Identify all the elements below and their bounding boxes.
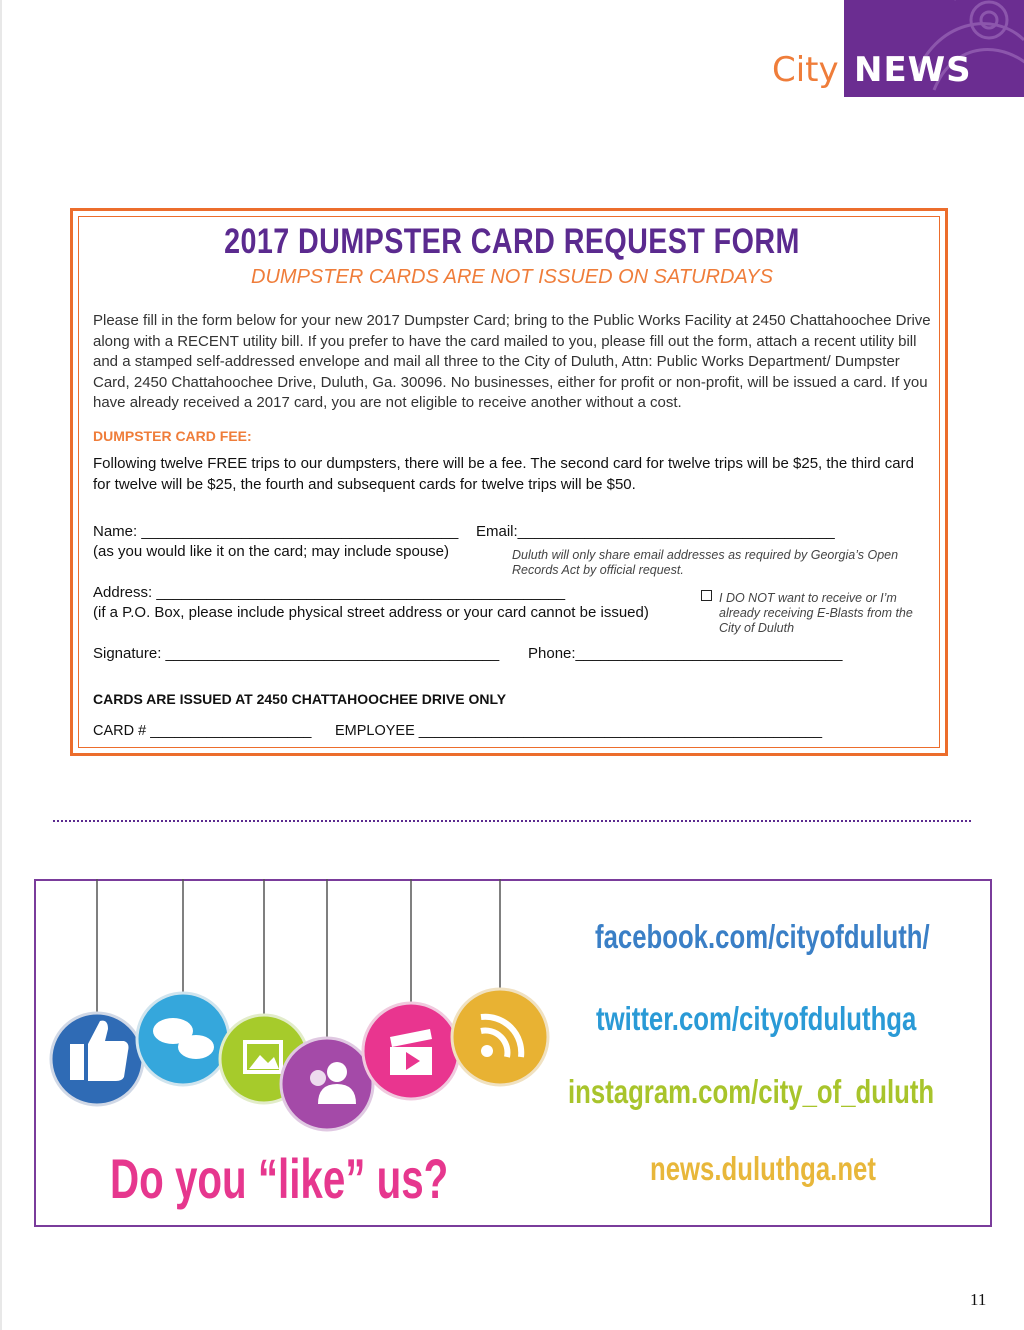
fee-heading: DUMPSTER CARD FEE: [93,428,252,444]
form-title: 2017 DUMPSTER CARD REQUEST FORM [224,222,800,261]
rss-feed-icon [452,989,548,1085]
twitter-link[interactable]: twitter.com/cityofduluthga [596,1000,917,1037]
page-number: 11 [970,1290,987,1309]
user-group-icon [281,1038,373,1130]
email-field[interactable]: Email:______________________________________ [476,523,835,540]
like-us-tagline: Do you “like” us? [110,1147,449,1210]
fee-text: Following twelve FREE trips to our dumpsters, there will be a fee. The second card for twelve trips will be $25, the third card for twelve will be $25, the fourth and subsequent cards for twelve trips will be $50. [93,455,914,493]
card-number-field[interactable]: CARD # ____________________ [93,723,312,739]
address-field[interactable]: Address: _________________________________________________ [93,584,566,601]
social-tags-illustration [0,879,560,1179]
news-link[interactable]: news.duluthga.net [650,1150,876,1187]
email-note: Duluth will only share email addresses as required by Georgia’s Open Records Act by official request. [512,548,899,577]
address-hint: (if a P.O. Box, please include physical street address or your card cannot be issued) [93,604,649,621]
header-news-banner [844,0,1024,97]
issued-location-note: CARDS ARE ISSUED AT 2450 CHATTAHOOCHEE DRIVE ONLY [93,691,507,707]
form-intro: Please fill in the form below for your new 2017 Dumpster Card; bring to the Public Works Facility at 2450 Chattahoochee Drive along with a RECENT utility bill. If you prefer to have the card mailed to you, please fill out the form, attach a recent utility bill and a stamped self-addressed envelope and mail all three to the City of Duluth, Attn: Public Works Department/ Dumpster Card, 2450 Chattahoochee Drive, Duluth, Ga. 30096. No businesses, either for profit or non-profit, will be issued a card. If you have already received a 2017 card, you are not eligible to receive another without a cost. [93,312,931,411]
employee-field[interactable]: EMPLOYEE __________________________________________________ [335,723,823,739]
name-hint: (as you would like it on the card; may include spouse) [93,543,450,560]
name-field[interactable]: Name: ______________________________________ [93,523,459,540]
signature-field[interactable]: Signature: ________________________________________ [93,645,500,662]
divider [53,820,971,822]
facebook-link[interactable]: facebook.com/cityofduluth/ [595,918,930,955]
form-subtitle: DUMPSTER CARDS ARE NOT ISSUED ON SATURDAYS [251,266,773,288]
facebook-like-icon [51,1013,143,1105]
instagram-link[interactable]: instagram.com/city_of_duluth [568,1073,935,1110]
header-city-label: City [772,50,839,90]
eblast-optout-label: I DO NOT want to receive or I’m already receiving E-Blasts from the City of Duluth [719,591,913,635]
header-news-label: NEWS [854,50,972,90]
eblast-optout-checkbox[interactable] [701,590,712,601]
phone-field[interactable]: Phone:________________________________ [528,645,843,662]
video-clapper-icon [363,1003,459,1099]
chat-bubbles-icon [137,993,229,1085]
